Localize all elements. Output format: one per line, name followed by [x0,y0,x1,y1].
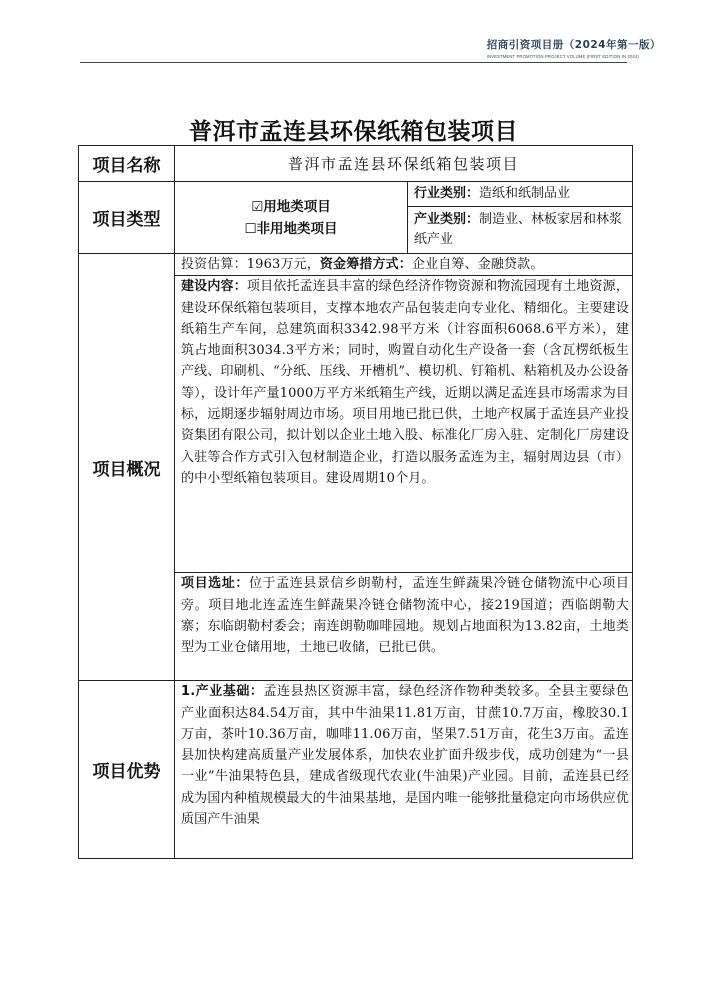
content-label: 建设内容： [181,279,247,295]
label-project-name: 项目名称 [79,146,175,182]
header-title: 招商引资项目册（2024年第一版） [486,39,661,51]
project-type-options [175,182,408,254]
label-overview: 项目概况 [79,254,175,681]
sector-value: 制造业、林板家居和林浆纸产业 [414,212,623,247]
row-project-name [79,146,633,182]
label-project-type: 项目类型 [79,182,175,254]
option-land-project: ☑用地类项目 [251,198,331,215]
fund-label: 资金筹措方式： [319,257,412,272]
site-text: 位于孟连县景信乡朗勒村，孟连生鲜蔬果冷链仓储物流中心项目旁。项目地北连孟连生鲜蔬果冷链仓储物流中心，接219国道；西临朗勒大寨；东临朗勒村委会；南连朗勒咖啡园地。规划占地面积为13.82亩，土地类型为工业仓储用地，土地已收储，已批已供。 [181,576,630,656]
fund-value: 企业自筹、金融贷款。 [411,257,544,272]
sector-label: 产业类别： [414,212,480,227]
advantage-label: 1.产业基础： [181,684,264,700]
header-subtitle: INVESTMENT PROMOTION PROJECT VOLUME (FIRST EDITION IN 2024) [486,54,639,59]
advantage-content [175,681,633,859]
investment-info [175,254,633,276]
construction-content [175,276,633,573]
project-site [175,573,633,681]
project-table [78,145,633,859]
content-text: 项目依托孟连县丰富的绿色经济作物资源和物流园现有土地资源，建设环保纸箱包装项目，支撑本地农产品包装走向专业化、精细化。主要建设纸箱生产车间，总建筑面积3342.98平方米（计容面积6068.6平方米），建筑占地面积3034.3平方米；同时，购置自动化生产设备一套（含瓦楞纸板生产线、印刷机、“分纸、压线、开槽机”、模切机、钉箱机、粘箱机及办公设备等），设计年产量1000万平方米纸箱生产线，近期以满足孟连县市场需求为目标，远期逐步辐射周边市场。项目用地已批已供，土地产权属于孟连县产业投资集团有限公司，拟计划以企业土地入股、标准化厂房入驻、定制化厂房建设入驻等合作方式引入包材制造企业，打造以服务孟连为主，辐射周边县（市）的中小型纸箱包装项目。建设周期10个月。 [181,279,630,486]
option-nonland-project: ☐非用地类项目 [244,220,338,237]
advantage-text: 孟连县热区资源丰富，绿色经济作物种类较多。全县主要绿色产业面积达84.54万亩，其中牛油果11.81万亩，甘蔗10.7万亩，橡胶30.1万亩，茶叶10.36万亩，咖啡11.06万亩，坚果7.51万亩，花生3万亩。孟连县加快构建高质量产业发展体系，加快农业扩面升级步伐，成功创建为“一县一业”牛油果特色县，建成省级现代农业(牛油果)产业园。目前，孟连县已经成为国内种植规模最大的牛油果基地，是国内唯一能够批量稳定向市场供应优质国产牛油果 [181,684,630,828]
industry-label: 行业类别： [414,186,480,201]
row-project-type-a [79,182,633,207]
invest-label: 投资估算： [181,257,247,272]
invest-value: 1963万元， [246,257,320,272]
page-header [487,37,661,59]
row-overview-invest [79,254,633,276]
header-divider [80,62,627,63]
document-title: 普洱市孟连县环保纸箱包装项目 [189,118,518,145]
site-label: 项目选址： [181,576,249,592]
label-advantage: 项目优势 [79,681,175,859]
industry-category [408,182,633,207]
sector-category [408,207,633,254]
value-project-name: 普洱市孟连县环保纸箱包装项目 [175,146,633,182]
industry-value: 造纸和纸制品业 [479,186,571,201]
row-advantage [79,681,633,859]
